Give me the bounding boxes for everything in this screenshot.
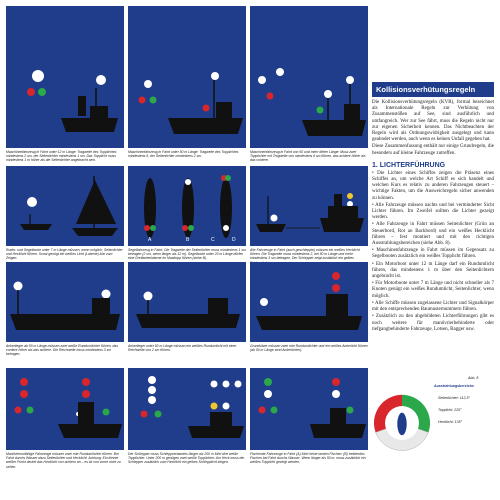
diagram-panel-4 <box>6 166 124 246</box>
masthead-light-icon <box>324 90 332 98</box>
diagram-panel-2 <box>128 6 246 148</box>
label-d: D <box>232 237 236 243</box>
caption-5: Segelfahrzeug in Fahrt. Die Tragweite der Seitenlichter muss mindestens 1 sm betragen (2 sm, wenn länger als 12 m). Segelboote unter 20 m Länge dürfen eine Dreifarbenlaterne im Masttopp führen (siehe B). <box>128 248 246 261</box>
masthead-light-icon <box>346 76 354 84</box>
legend-heading: Ausstrahlungsbereiche <box>434 384 474 388</box>
side-light-icon <box>317 107 324 114</box>
caption-3: Maschinenfahrzeug in Fahrt von 50 und mehr Meter Länge: Muss zwei Topplichter mit Tragweite von mindestens 6 sm führen, das achtere höher als das vordere. <box>250 150 366 163</box>
intro-paragraph-2: Diese Zusammenfassung enthält nur einige Grundregeln, die besonders auf kleine Fahrzeuge zutreffen. <box>372 144 494 156</box>
caption-12: Fischende Fahrzeuge in Fahrt (A) führt keine landen Fischen: (B) treibendes Fischen bei Fahrt durchs Wasser. Wenn länger als 50 m, muss zusätzlich ein weißes Topplicht gezeigt werden. <box>250 452 366 465</box>
page-title: Kollisionsverhütungsregeln <box>372 82 494 97</box>
tug-hull-icon <box>320 218 364 232</box>
port-light-icon <box>27 88 35 96</box>
motorboat-under-12m-diagram <box>6 6 124 148</box>
starboard-light-icon <box>38 88 46 96</box>
starboard-light-icon <box>150 97 157 104</box>
red-all-round-light-icon <box>332 272 340 280</box>
text-column <box>372 82 494 334</box>
paragraph: • Die Lichter eines Schiffes zeigen die Präsenz eines Schiffes an, um welche Art Schiff es sich handelt und welchen Kurs es relativ zu anderen Fahrzeugen steuert – wichtige Fakten, um die Ausweichregeln sicher anwenden zu können. <box>372 170 494 201</box>
anchor-light-icon <box>102 290 111 299</box>
paragraph: • Maschinenfahrzeuge in Fahrt müssen im Gegensatz zu Segelbooten zusätzlich ein weißes Topplicht führen. <box>372 248 494 260</box>
sailboat-hull-icon <box>72 228 118 236</box>
aground-vessel-diagram <box>250 262 368 342</box>
boat-outline-icon <box>397 413 406 436</box>
ship-hull-icon <box>136 314 240 328</box>
tug-hull-icon <box>188 426 244 438</box>
diagram-panel-8 <box>128 262 246 342</box>
anchored-over-50m-diagram <box>6 262 124 342</box>
anchor-light-icon <box>144 292 153 301</box>
top-light-icon <box>276 68 284 76</box>
ship-hull-icon <box>168 118 243 134</box>
light-sector-legend <box>372 376 494 456</box>
anchor-light-icon <box>260 298 268 306</box>
ship-hull-icon <box>58 424 122 438</box>
section-heading: 1. LICHTERFÜHRUNG <box>372 161 446 169</box>
not-under-command-diagram <box>6 368 124 450</box>
ship-hull-icon <box>256 316 362 330</box>
masthead-light-icon <box>211 72 219 80</box>
caption-8: Ankerlieger unter 50 m Länge müssen ein weißes Rundumlicht mit einer Reichweite von 2 sm führen. <box>128 344 237 353</box>
red-all-round-light-icon <box>332 284 340 292</box>
paragraph: • Alle Fahrzeuge müssen nachts und bei verminderter Sicht Lichter führen. Im Zweifel sollten die Lichter gezeigt werden. <box>372 202 494 221</box>
caption-4: Ruder- und Segelboote unter 7 m Länge müssen, wenn möglich, Seitenlichter und Hecklicht führen. Sonst genügt ein weißes Licht (Laterne) klar zum Zeigen. <box>6 248 123 261</box>
port-light-icon <box>267 93 274 100</box>
legend-side: Seitenlichter: 112,5° <box>438 396 470 400</box>
paragraph: • Alle Schiffe müssen zugelassene Lichter und Signalkörper mit den entsprechenden Baumusternummern führen. <box>372 300 494 313</box>
legend-stern: Hecklicht: 135° <box>438 420 463 424</box>
stern-light-icon <box>271 215 278 222</box>
sail-icon <box>94 178 116 224</box>
ship-hull-icon <box>302 120 366 136</box>
diagram-panel-9 <box>250 262 368 342</box>
diagram-panel-5 <box>128 166 246 246</box>
sailing-vessel-diagram <box>128 166 246 246</box>
body-text <box>372 100 494 157</box>
caption-2: Maschinenfahrzeug in Fahrt unter 50 m Länge: Tragweite des Topplichtes mindestens 5, der Seitenlichter mindestens 2 sm. <box>128 150 239 159</box>
figure-number: Abb. 8 <box>468 376 479 380</box>
caption-7: Ankerlieger ab 50 m Länge müssen zwei weiße Rundumlichter führen, das vordere höher als das achtere. Die Reichweite muss mindestens 3 sm betragen. <box>6 344 118 357</box>
anchor-light-icon <box>14 282 23 291</box>
tow-over-200m-diagram <box>128 368 246 450</box>
label-c: C <box>211 237 215 243</box>
diagram-panel-3 <box>250 6 368 148</box>
towing-vessel-diagram <box>250 166 368 246</box>
diagram-panel-7 <box>6 262 124 342</box>
side-light-icon <box>203 105 210 112</box>
caption-11: Der Schlepper muss Schleppverbandes länger als 200 m führt drei weiße Topplichter. Unter 200 m genügen zwei weiße Topplichter. Am Heck muss der Schlepper zusätzlich zum Hecklicht ein gelbes Schlepplicht zeigen. <box>128 452 245 465</box>
label-b: B <box>186 237 190 243</box>
fishing-vessel-diagram <box>250 368 368 450</box>
diagram-panel-11 <box>128 368 246 450</box>
caption-6: Alle Fahrzeuge in Fahrt (auch geschleppte) müssen ein weißes Hecklicht führen. Die Tragweite muss mindestens 2, bei 50 m Länge und mehr mindestens 3 sm betragen. Der Schlepper zeigt zusätzlich ein gelbes <box>250 248 360 261</box>
towing-light-icon <box>211 403 218 410</box>
diagram-panel-10 <box>6 368 124 450</box>
towing-light-icon <box>347 193 353 199</box>
motorship-under-50m-diagram <box>128 6 246 148</box>
label-a: A <box>148 237 152 243</box>
top-light-icon <box>32 70 44 82</box>
intro-paragraph: Die Kollisionsverhütungsregeln (KVR), formal bezeichnet als Internationale Regeln zur Verhütung von Zusammenstößen auf See, sind ausführlich und umfangreich. Wer zur See fährt, muss die Regeln nicht nur zur eigenen Sicherheit kennen. Das Nichtbeachten der Regeln wird als Ordnungswidrigkeit ausgelegt und kann geahndet werden, auch wenn es keinen Unfall gegeben hat. <box>372 100 494 143</box>
stern-light-icon <box>96 75 106 85</box>
lantern-light-icon <box>27 197 37 207</box>
diagram-panel-6 <box>250 166 368 246</box>
anchored-under-50m-diagram <box>128 262 246 342</box>
paragraph: • Ein Motorboot unter 12 m Länge darf ein Rundumlicht führen, das mindestens 1 m über den Seitenlichtern angebracht ist. <box>372 261 494 280</box>
paragraph: • Alle Fahrzeuge in Fahrt müssen Seitenlichter (Grün an Steuerbord, Rot an Backbord) und ein weißes Hecklicht führen – fest montiert und mit den richtigen Ausstrahlungsbereichen (siehe Abb. 8). <box>372 222 494 247</box>
paragraph: • Zusätzlich zu den abgebildeten Lichterführungen gibt es noch weitere für manövrierbehinderte oder tiefgangbehinderte Fahrzeuge, Lotsen, Bagger usw. <box>372 314 494 332</box>
top-light-icon <box>144 80 152 88</box>
motorship-over-50m-diagram <box>250 6 368 148</box>
section-body <box>372 171 494 333</box>
rowing-boat-icon <box>20 224 52 230</box>
fishing-boat-hull-icon <box>310 424 366 438</box>
caption-10: Manövrierunfähige Fahrzeuge müssen zwei rote Rundumlichter führen. Bei Fahrt durchs Wasser dazu Seitenlichter und Hecklicht. Achtung: Ein kleiner weißer Punkt deutet das Hecklicht von achtern an – es ist von vorne nicht zu sehen. <box>6 452 121 469</box>
top-light-icon <box>258 76 266 84</box>
diagram-panel-12 <box>250 368 368 450</box>
port-light-icon <box>139 97 146 104</box>
ship-hull-icon <box>10 314 120 330</box>
paragraph: • Für Motorboote unter 7 m Länge und nicht schneller als 7 Knoten genügt ein weißes Rundumlicht, Seitenlichter, wenn möglich. <box>372 281 494 299</box>
caption-9: Grundsitzer müssen zwei rote Rundumlichter und ein weißes Ankerlicht führen (ab 50 m Länge zwei Ankerlichter). <box>250 344 368 353</box>
caption-1: Maschinenfahrzeug in Fahrt unter 12 m Länge: Tragweite des Topplichtes mindestens 2 sm, der Seitenlichter mindestens 1 sm. Das Topplicht muss mindestens 1 m höher als die Seitenlichter angebracht sein. <box>6 150 117 163</box>
towed-boat-icon <box>256 224 286 232</box>
rowing-sailing-boats-diagram <box>6 166 124 246</box>
legend-top: Topplicht: 225° <box>438 408 462 412</box>
diagram-panel-1 <box>6 6 124 148</box>
motorboat-hull-icon <box>61 118 118 132</box>
light-sector-diagram <box>372 390 432 456</box>
